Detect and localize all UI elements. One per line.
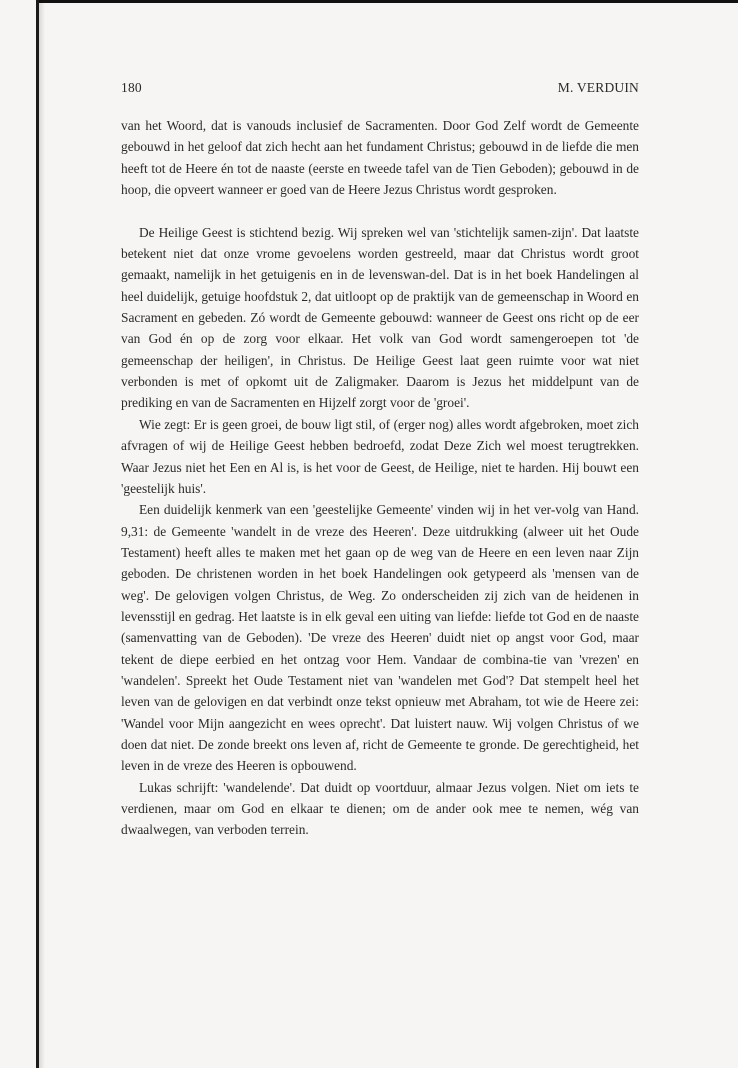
scan-left-shadow [39,0,45,1068]
paragraph-5: Lukas schrijft: 'wandelende'. Dat duidt op voortduur, almaar Jezus volgen. Niet om iets te verdienen, maar om God en elkaar te dienen; om de ander ook mee te nemen, wég van dwaalwegen, van verboden terrein. [121,779,639,838]
book-page [121,78,639,841]
author-name: M. VERDUIN [557,80,639,95]
paragraph-1: van het Woord, dat is vanouds inclusief de Sacramenten. Door God Zelf wordt de Gemeente gebouwd in het geloof dat zich hecht aan het fundament Christus; gebouwd in de liefde die men heeft tot de Heere én tot de naaste (eerste en tweede tafel van de Tien Geboden); gebouwd in de hoop, die opveert wanneer er goed van de Heere Jezus Christus wordt gesproken. [121,118,639,198]
paragraph-4: Een duidelijk kenmerk van een 'geestelijke Gemeente' vinden wij in het ver-volg van Hand. 9,31: de Gemeente 'wandelt in de vreze des Heeren'. Deze uitdrukking (alweer uit het Oude Testament) heeft alles te maken met het gaan op de weg van de Heere en een leven naar Zijn geboden. De christenen worden in het boek Handelingen ook getypeerd als 'mensen van de weg'. De gelovigen volgen Christus, de Weg. Zo onderscheiden zij zich van de heidenen in levensstijl en gedrag. Het laatste is in elk geval een uiting van liefde: liefde tot God en de naaste (samenvatting van de Geboden). 'De vreze des Heeren' duidt niet op angst voor God, maar tekent de diepe eerbied en het ontzag voor Hem. Vandaar de combina-tie van 'vrezen' en 'wandelen'. Spreekt het Oude Testament niet van 'wandelen met God'? Dat stempelt heel het leven van de gelovigen en dat verbindt onze tekst opnieuw met Abraham, tot wie de Heere zei: 'Wandel voor Mijn aangezicht en wees oprecht'. Dat luistert nauw. Wij volgen Christus of we doen dat niet. De zonde breekt ons leven af, richt de Gemeente te gronde. De gerechtigheid, het leven in de vreze des Heeren is opbouwend. [121,502,639,774]
paragraph-2: De Heilige Geest is stichtend bezig. Wij spreken wel van 'stichtelijk samen-zijn'. Dat laatste betekent niet dat onze vrome gevoelens worden gestreeld, maar dat Christus wordt groot gemaakt, namelijk in het getuigenis en in de levenswan-del. Dat is in het boek Handelingen al heel duidelijk, getuige hoofdstuk 2, dat uitloopt op de praktijk van de gemeenschap in Woord en Sacrament en gebeden. Zó wordt de Gemeente gebouwd: wanneer de Geest ons richt op de eer van God én op de zorg voor elkaar. Het volk van God wordt samengeroepen tot 'de gemeenschap der heiligen', in Christus. De Heilige Geest laat geen ruimte voor wat niet verbonden is met of opkomt uit de Zaligmaker. Daarom is Jezus het middelpunt van de prediking en van de Sacramenten en Hijzelf zorgt voor de 'groei'. [121,224,639,411]
body-text [121,115,639,841]
scan-top-edge [36,0,738,3]
running-head [121,78,639,98]
page-number: 180 [121,80,142,95]
paragraph-3: Wie zegt: Er is geen groei, de bouw ligt stil, of (erger nog) alles wordt afgebroken, moet zich afvragen of wij de Heilige Geest hebben bedroefd, zodat Deze Zich wel moest terugtrekken. Waar Jezus niet het Een en Al is, is het voor de Geest, de Heilige, niet te harden. Hij bouwt een 'geestelijk huis'. [121,416,639,496]
